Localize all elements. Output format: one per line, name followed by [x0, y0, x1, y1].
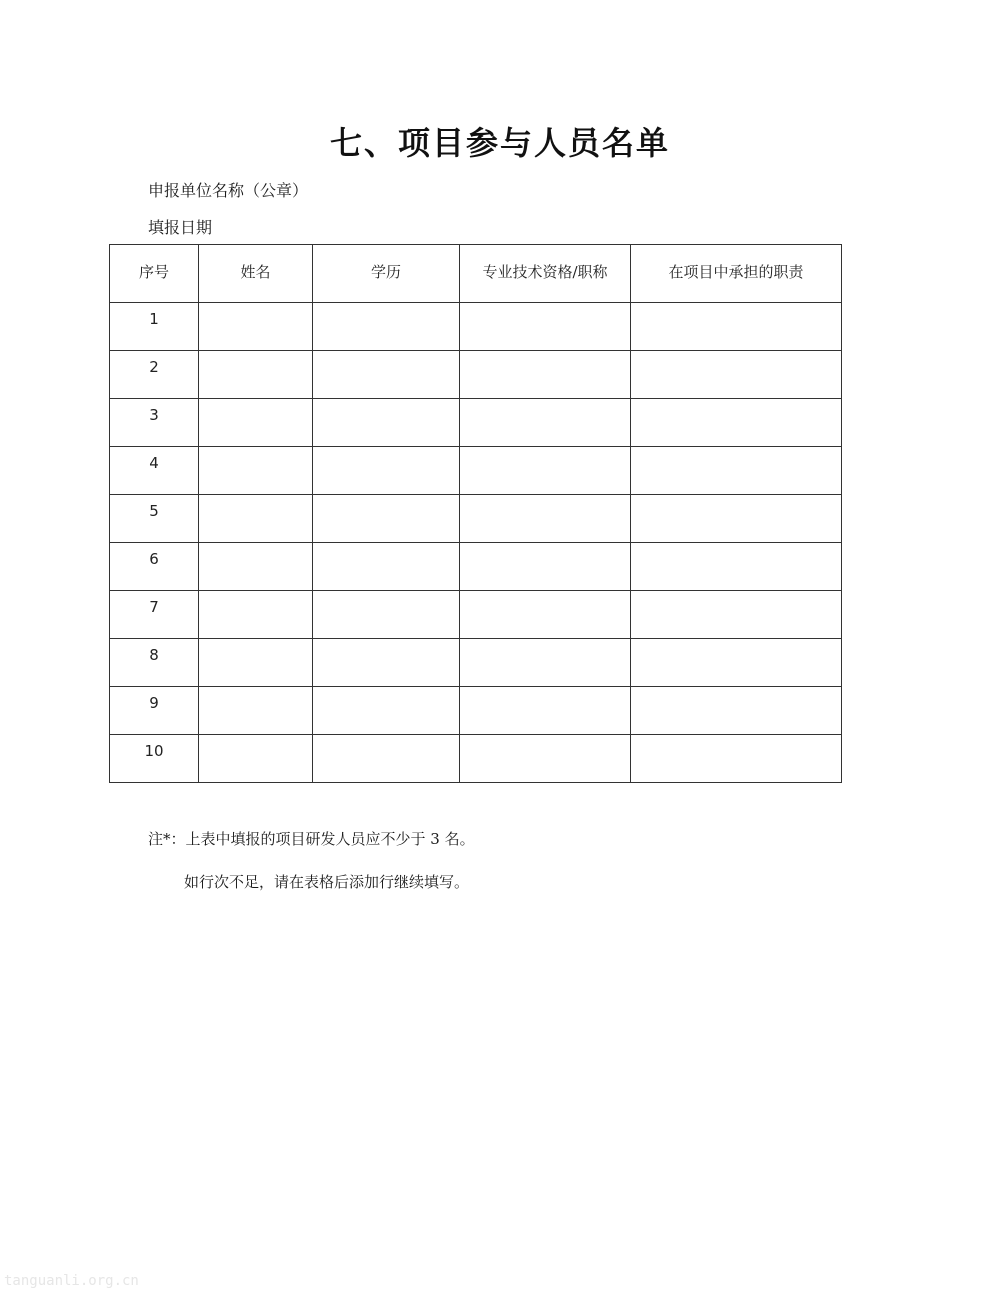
- cell-education[interactable]: [313, 447, 460, 495]
- cell-education[interactable]: [313, 591, 460, 639]
- table-row: [110, 639, 842, 687]
- cell-serial-number: 1: [110, 303, 199, 351]
- table-row: [110, 303, 842, 351]
- cell-project-duty[interactable]: [631, 303, 842, 351]
- cell-name[interactable]: [199, 447, 313, 495]
- cell-professional-title[interactable]: [460, 447, 631, 495]
- cell-serial-number: 7: [110, 591, 199, 639]
- cell-project-duty[interactable]: [631, 591, 842, 639]
- cell-education[interactable]: [313, 687, 460, 735]
- cell-project-duty[interactable]: [631, 495, 842, 543]
- table-row: [110, 591, 842, 639]
- footnote-minimum-staff: 注*：上表中填报的项目研发人员应不少于 3 名。: [148, 830, 475, 848]
- cell-professional-title[interactable]: [460, 351, 631, 399]
- fill-date-label: 填报日期: [148, 218, 213, 237]
- cell-professional-title[interactable]: [460, 639, 631, 687]
- cell-project-duty[interactable]: [631, 639, 842, 687]
- cell-name[interactable]: [199, 639, 313, 687]
- cell-name[interactable]: [199, 303, 313, 351]
- cell-project-duty[interactable]: [631, 735, 842, 783]
- cell-name[interactable]: [199, 735, 313, 783]
- cell-education[interactable]: [313, 543, 460, 591]
- page-title: 七、项目参与人员名单: [329, 124, 670, 162]
- cell-serial-number: 9: [110, 687, 199, 735]
- cell-professional-title[interactable]: [460, 399, 631, 447]
- header-serial-number: 序号: [110, 245, 199, 303]
- cell-name[interactable]: [199, 495, 313, 543]
- personnel-table: [109, 244, 842, 783]
- header-professional-title: 专业技术资格/职称: [460, 245, 631, 303]
- cell-education[interactable]: [313, 495, 460, 543]
- cell-name[interactable]: [199, 543, 313, 591]
- table-row: [110, 399, 842, 447]
- cell-name[interactable]: [199, 687, 313, 735]
- cell-serial-number: 6: [110, 543, 199, 591]
- cell-project-duty[interactable]: [631, 543, 842, 591]
- cell-serial-number: 5: [110, 495, 199, 543]
- cell-professional-title[interactable]: [460, 591, 631, 639]
- cell-professional-title[interactable]: [460, 543, 631, 591]
- header-name: 姓名: [199, 245, 313, 303]
- table-row: [110, 495, 842, 543]
- cell-project-duty[interactable]: [631, 447, 842, 495]
- cell-education[interactable]: [313, 351, 460, 399]
- table-header-row: [110, 245, 842, 303]
- cell-professional-title[interactable]: [460, 687, 631, 735]
- cell-project-duty[interactable]: [631, 687, 842, 735]
- watermark-text: tanguanli.org.cn: [4, 1273, 139, 1289]
- cell-name[interactable]: [199, 351, 313, 399]
- cell-serial-number: 2: [110, 351, 199, 399]
- cell-education[interactable]: [313, 399, 460, 447]
- cell-serial-number: 3: [110, 399, 199, 447]
- footnote-add-rows: 如行次不足，请在表格后添加行继续填写。: [184, 873, 470, 891]
- table-row: [110, 351, 842, 399]
- cell-name[interactable]: [199, 591, 313, 639]
- cell-project-duty[interactable]: [631, 399, 842, 447]
- unit-name-label: 申报单位名称（公章）: [148, 181, 309, 200]
- header-project-duty: 在项目中承担的职责: [631, 245, 842, 303]
- header-education: 学历: [313, 245, 460, 303]
- cell-professional-title[interactable]: [460, 735, 631, 783]
- cell-education[interactable]: [313, 303, 460, 351]
- cell-education[interactable]: [313, 639, 460, 687]
- table-row: [110, 735, 842, 783]
- cell-serial-number: 10: [110, 735, 199, 783]
- cell-professional-title[interactable]: [460, 495, 631, 543]
- table-row: [110, 687, 842, 735]
- cell-education[interactable]: [313, 735, 460, 783]
- cell-project-duty[interactable]: [631, 351, 842, 399]
- table-row: [110, 447, 842, 495]
- cell-serial-number: 8: [110, 639, 199, 687]
- cell-name[interactable]: [199, 399, 313, 447]
- cell-serial-number: 4: [110, 447, 199, 495]
- table-row: [110, 543, 842, 591]
- cell-professional-title[interactable]: [460, 303, 631, 351]
